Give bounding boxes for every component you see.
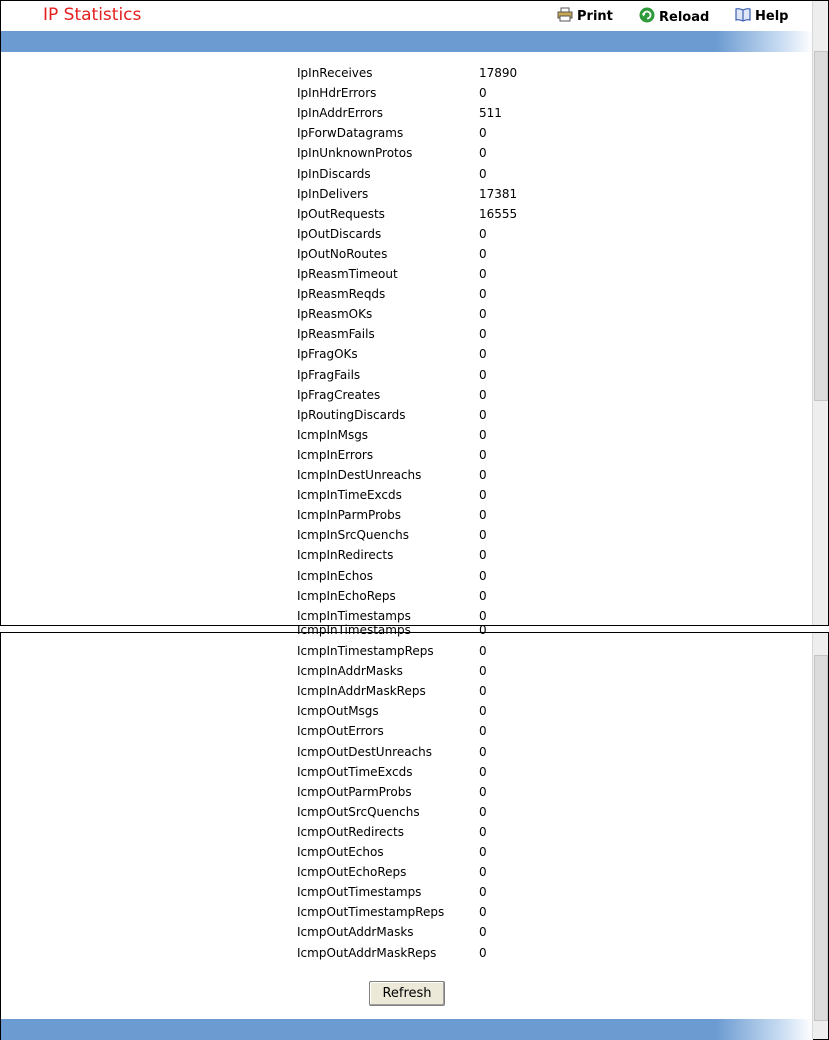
stat-row — [297, 505, 487, 525]
stat-name: IcmpOutTimestampReps — [297, 905, 445, 920]
stat-value: 0 — [479, 367, 487, 382]
stat-row — [297, 485, 487, 505]
reload-button[interactable] — [639, 7, 709, 27]
stat-value: 0 — [479, 166, 487, 181]
stat-value: 0 — [479, 307, 487, 322]
stat-name: IcmpInMsgs — [297, 427, 369, 442]
stat-value: 0 — [479, 387, 487, 402]
stat-value: 0 — [479, 608, 487, 623]
stat-row — [297, 164, 487, 184]
stat-row — [297, 83, 487, 103]
stat-row — [297, 661, 487, 681]
stat-name: IcmpOutErrors — [297, 724, 384, 739]
stat-name: IpForwDatagrams — [297, 126, 404, 141]
stat-name: IcmpInParmProbs — [297, 508, 401, 523]
stat-value: 0 — [479, 528, 487, 543]
header-bar — [1, 1, 813, 31]
stat-value: 0 — [479, 226, 487, 241]
stat-name: IpOutRequests — [297, 206, 385, 221]
stat-value: 0 — [479, 347, 487, 362]
stat-row — [297, 63, 517, 83]
stat-name: IpFragOKs — [297, 347, 358, 362]
stat-name: IpInUnknownProtos — [297, 146, 413, 161]
stat-value: 0 — [479, 925, 487, 940]
help-button[interactable] — [735, 7, 788, 26]
stat-row — [297, 902, 487, 922]
stat-value: 0 — [479, 327, 487, 342]
stat-name: IpFragFails — [297, 367, 361, 382]
stat-row — [297, 882, 487, 902]
stat-row — [297, 324, 487, 344]
footer-bar — [1, 1019, 813, 1040]
scrollbar-thumb[interactable] — [814, 655, 828, 1021]
stat-value: 0 — [479, 407, 487, 422]
stat-name: IcmpInRedirects — [297, 548, 394, 563]
stat-name: IcmpOutDestUnreachs — [297, 744, 433, 759]
stat-value: 0 — [479, 865, 487, 880]
stat-name: IcmpOutAddrMasks — [297, 925, 414, 940]
stat-row — [297, 545, 487, 565]
stat-name: IcmpInErrors — [297, 447, 374, 462]
stat-row — [297, 525, 487, 545]
stat-name: IcmpOutParmProbs — [297, 784, 412, 799]
stat-name: IcmpInEchos — [297, 568, 373, 583]
stat-value: 0 — [479, 684, 487, 699]
stat-value: 0 — [479, 905, 487, 920]
stat-row — [297, 405, 487, 425]
stat-name: IcmpInTimestampReps — [297, 644, 434, 658]
stat-value: 0 — [479, 945, 487, 960]
stat-value: 0 — [479, 246, 487, 261]
stat-value: 0 — [479, 744, 487, 759]
stat-row — [297, 425, 487, 445]
stat-row — [297, 445, 487, 465]
bottom-frame — [0, 623, 829, 1040]
stat-name: IpOutNoRoutes — [297, 246, 388, 261]
stat-row — [297, 586, 487, 606]
stat-row — [297, 365, 487, 385]
stat-name: IpReasmReqds — [297, 287, 386, 302]
clipped-row: IcmpInTimestamps 0 — [297, 623, 487, 637]
stat-name: IpReasmFails — [297, 327, 375, 342]
stat-row — [297, 842, 487, 862]
stat-row — [297, 641, 487, 661]
stat-row — [297, 943, 487, 963]
stat-value: 0 — [479, 724, 487, 739]
stat-name: IpInDelivers — [297, 186, 369, 201]
stat-value: 0 — [479, 568, 487, 583]
stat-name: IpOutDiscards — [297, 226, 382, 241]
stat-name: IpRoutingDiscards — [297, 407, 406, 422]
stat-name: IpReasmOKs — [297, 307, 373, 322]
stat-value: 0 — [479, 845, 487, 859]
stat-value: 0 — [479, 146, 487, 161]
help-label: Help — [755, 9, 789, 24]
stat-row — [297, 224, 487, 244]
reload-icon — [639, 7, 655, 27]
stat-name: IpReasmTimeout — [297, 267, 398, 281]
stat-value: 0 — [479, 548, 487, 563]
stat-name: IcmpOutRedirects — [297, 824, 404, 839]
stat-row — [297, 862, 487, 882]
stat-name: IcmpOutMsgs — [297, 704, 379, 719]
stat-name: IcmpInTimeExcds — [297, 488, 402, 503]
stat-row — [297, 244, 487, 264]
stat-value: 0 — [479, 764, 487, 779]
stat-name: IcmpInEchoReps — [297, 588, 396, 603]
stat-row — [297, 264, 487, 284]
stat-row — [297, 184, 517, 204]
stat-name: IcmpOutTimeExcds — [297, 764, 413, 779]
stat-row — [297, 465, 487, 485]
stat-row — [297, 922, 487, 942]
stat-value: 0 — [479, 468, 487, 482]
printer-icon — [557, 7, 573, 26]
stat-row — [297, 284, 487, 304]
scrollbar-thumb[interactable] — [814, 51, 828, 401]
page-title: IP Statistics — [43, 5, 142, 25]
stat-row — [297, 304, 487, 324]
header-divider-bar — [1, 31, 813, 52]
stat-value: 0 — [479, 508, 487, 523]
stat-name: IpInAddrErrors — [297, 106, 383, 121]
stat-value: 17890 — [479, 66, 518, 80]
stat-row — [297, 566, 487, 586]
stat-value: 0 — [479, 447, 487, 462]
stat-value: 0 — [479, 588, 487, 603]
stat-value: 511 — [479, 106, 502, 121]
reload-label: Reload — [659, 9, 710, 25]
stat-name: IcmpOutEchoReps — [297, 865, 407, 880]
stat-name: IcmpOutAddrMaskReps — [297, 945, 437, 960]
stat-name: IpInHdrErrors — [297, 86, 377, 101]
stat-row — [297, 701, 487, 721]
print-label: Print — [577, 9, 613, 24]
stat-name: IpInReceives — [297, 66, 373, 80]
stat-value: 0 — [479, 664, 487, 679]
stat-name: IcmpOutTimestamps — [297, 885, 422, 900]
stat-row — [297, 742, 487, 762]
print-button[interactable] — [557, 7, 613, 26]
book-icon — [735, 7, 751, 26]
stat-value: 17381 — [479, 186, 518, 201]
stat-value: 16555 — [479, 206, 518, 221]
stat-name: IcmpInSrcQuenchs — [297, 528, 409, 543]
stat-row — [297, 762, 487, 782]
stat-value: 0 — [479, 287, 487, 302]
stat-name: IcmpInDestUnreachs — [297, 468, 422, 482]
stat-name: IpInDiscards — [297, 166, 371, 181]
stat-value: 0 — [479, 704, 487, 719]
stat-row — [297, 721, 487, 741]
stat-value: 0 — [479, 784, 487, 799]
stat-row — [297, 143, 487, 163]
scrollbar-top[interactable] — [812, 1, 828, 625]
stat-value: 0 — [479, 804, 487, 819]
stat-name: IcmpOutSrcQuenchs — [297, 804, 420, 819]
stat-value: 0 — [479, 824, 487, 839]
scrollbar-bottom[interactable] — [812, 633, 828, 1039]
stat-value: 0 — [479, 86, 487, 101]
stat-name: IcmpOutEchos — [297, 845, 384, 859]
stat-row — [297, 204, 517, 224]
stat-value: 0 — [479, 488, 487, 503]
stat-value: 0 — [479, 644, 487, 658]
stat-name: IcmpInAddrMasks — [297, 664, 403, 679]
stat-name: IpFragCreates — [297, 387, 381, 402]
stat-row — [297, 782, 487, 802]
stat-name: IcmpInAddrMaskReps — [297, 684, 426, 699]
stat-row — [297, 103, 502, 123]
stat-row — [297, 822, 487, 842]
stat-name: IcmpInTimestamps — [297, 608, 411, 623]
refresh-button[interactable]: Refresh — [369, 981, 445, 1006]
stat-row — [297, 802, 487, 822]
stat-value: 0 — [479, 885, 487, 900]
stat-value: 0 — [479, 267, 487, 281]
stat-row — [297, 123, 487, 143]
stat-row — [297, 385, 487, 405]
stat-row — [297, 344, 487, 364]
stat-value: 0 — [479, 126, 487, 141]
stat-value: 0 — [479, 427, 487, 442]
stat-row — [297, 681, 487, 701]
